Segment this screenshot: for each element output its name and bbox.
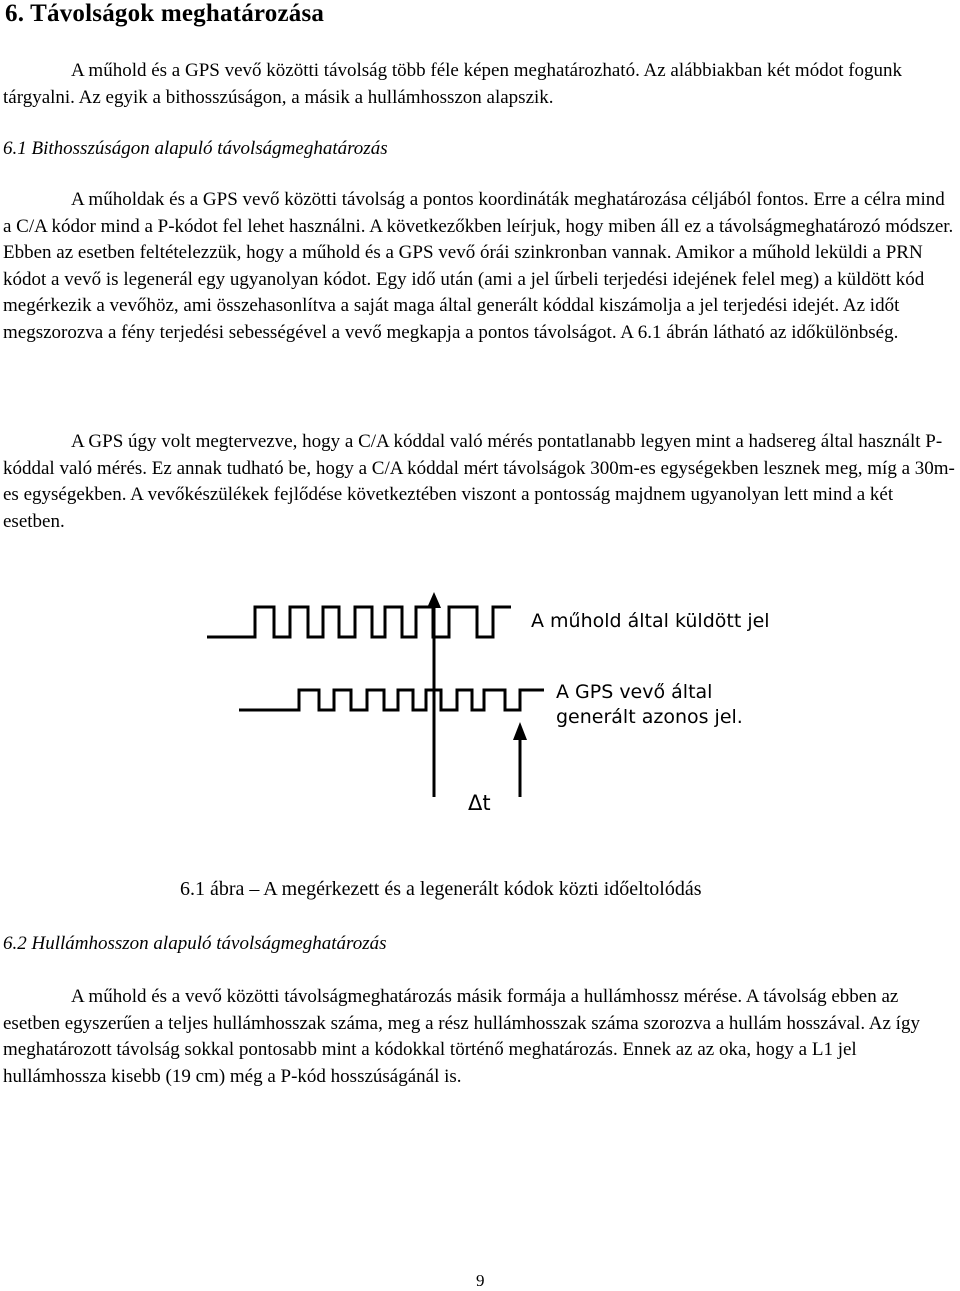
page-heading: 6. Távolságok meghatározása [5, 0, 325, 27]
intro-paragraph: A műhold és a GPS vevő közötti távolság több féle képen meghatározható. Az alábbiakban két módot fogunk tárgyalni. Az egyik a bithosszúságon, a másik a hullámhosszon alapszik. [3, 60, 903, 108]
section-1-paragraph-1: A műholdak és a GPS vevő közötti távolság a pontos koordináták meghatározása céljából fontos. Erre a célra mind a C/A kódor mind a P-kódot fel lehet használni. A következőkben leírjuk, hogy miben áll ez a távolságmeghatározó módszer. Ebben az esetben feltételezzük, hogy a műhold és a GPS vevő órái szinkronban vannak. Amikor a műhold leküldi a PRN kódot a vevő is legenerál egy ugyanolyan kódot. Egy idő után (ami a jel űrbeli terjedési idejének felel meg) a küldött kód megérkezik a vevőhöz, ami összehasonlítva a saját maga által generált kóddal kiszámolja a jel terjedési idejét. Az időt megszorozva a fény terjedési sebességével a vevő megkapja a pontos távolságot. A 6.1 ábrán látható az időkülönbség. [3, 189, 954, 343]
generated-signal-label-line-1: A GPS vevő által [556, 681, 713, 703]
right-arrowhead [513, 722, 527, 740]
figure-caption: 6.1 ábra – A megérkezett és a legenerált kódok közti időeltolódás [180, 878, 702, 900]
sent-signal-waveform [207, 607, 511, 637]
generated-signal-label-line-2: generált azonos jel. [556, 706, 743, 728]
generated-signal-waveform [239, 690, 544, 710]
code-delay-figure [0, 590, 960, 870]
section-1-paragraph-2: A GPS úgy volt megtervezve, hogy a C/A kóddal való mérés pontatlanabb legyen mint a hadsereg által használt P-kóddal való mérés. Ez annak tudható be, hogy a C/A kóddal mért távolságok 300m-es egységekben lesznek meg, míg a 30m-es egységekben. A vevőkészülékek fejlődése következtében viszont a pontosság majdnem ugyanolyan lett mind a két esetben. [3, 431, 955, 532]
sent-signal-label: A műhold által küldött jel [531, 610, 770, 632]
page-number: 9 [476, 1271, 485, 1290]
delta-t-label: Δt [468, 791, 491, 815]
section-2-title: 6.2 Hullámhosszon alapuló távolságmeghatározás [3, 933, 387, 954]
left-arrowhead [427, 592, 441, 608]
section-1-title: 6.1 Bithosszúságon alapuló távolságmeghatározás [3, 138, 388, 159]
section-2-paragraph-1: A műhold és a vevő közötti távolságmeghatározás másik formája a hullámhossz mérése. A távolság ebben az esetben egyszerűen a teljes hullámhosszak száma, meg a rész hullámhosszak száma szorozva a hullám hosszával. Az így meghatározott távolság sokkal pontosabb mint a kódokkal történő meghatározás. Ennek az az oka, hogy a L1 jel hullámhossza kisebb (19 cm) még a P-kód hosszúságánál is. [3, 986, 920, 1087]
